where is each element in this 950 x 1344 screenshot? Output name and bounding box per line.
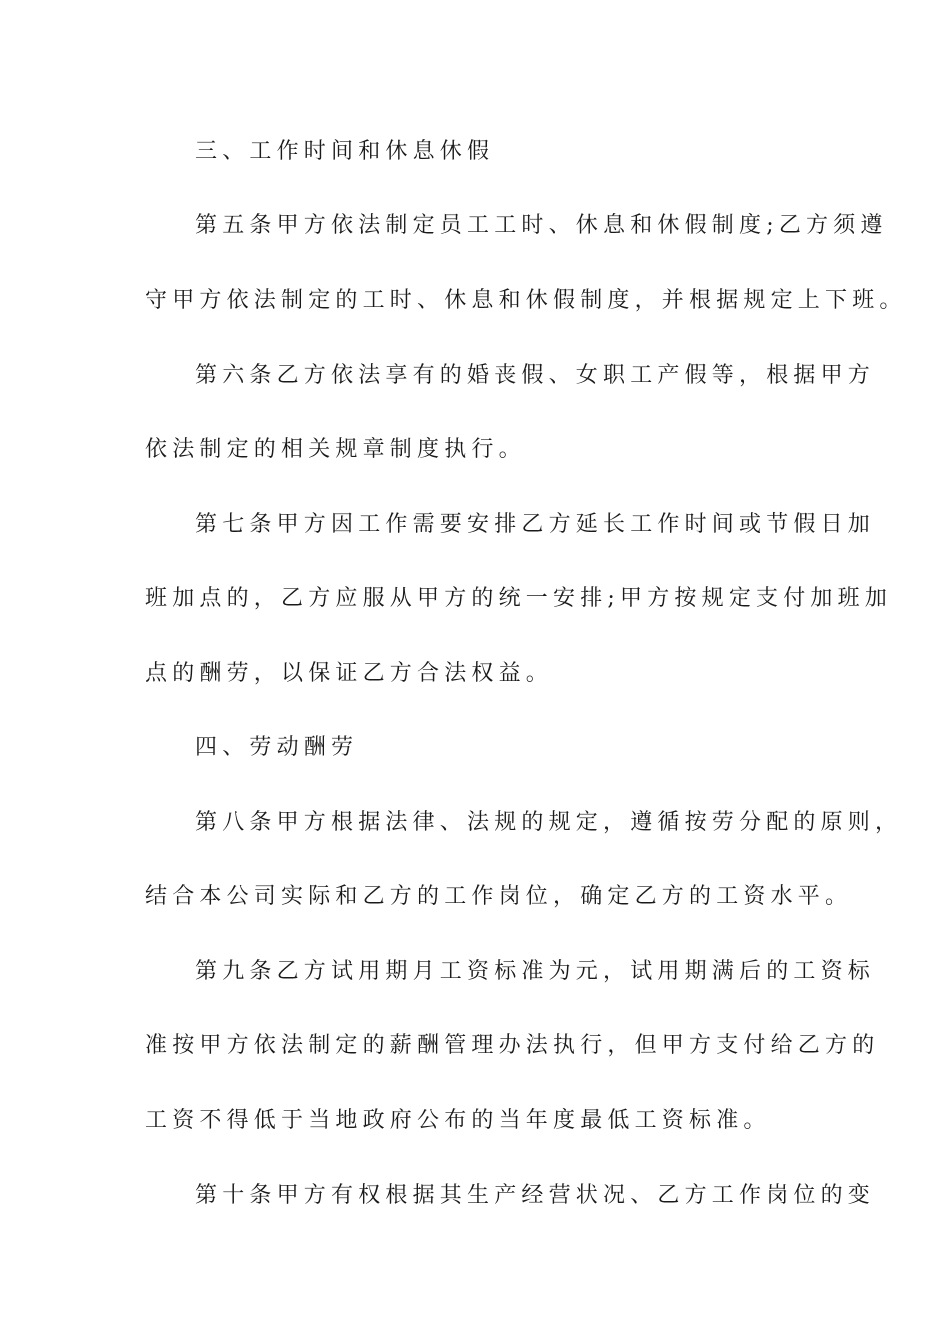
article-5-line-2: 守甲方依法制定的工时、休息和休假制度，并根据规定上下班。 bbox=[145, 288, 907, 313]
article-9-line-1: 第九条乙方试用期月工资标准为元，试用期满后的工资标 bbox=[195, 959, 876, 984]
section-heading-4: 四、劳动酬劳 bbox=[195, 735, 359, 760]
article-9-line-2: 准按甲方依法制定的薪酬管理办法执行，但甲方支付给乙方的 bbox=[145, 1033, 880, 1058]
article-7-line-1: 第七条甲方因工作需要安排乙方延长工作时间或节假日加 bbox=[195, 512, 876, 537]
article-9-line-3: 工资不得低于当地政府公布的当年度最低工资标准。 bbox=[145, 1108, 771, 1133]
article-8-line-2: 结合本公司实际和乙方的工作岗位，确定乙方的工资水平。 bbox=[145, 884, 853, 909]
section-heading-3: 三、工作时间和休息休假 bbox=[195, 139, 495, 164]
article-5-line-1: 第五条甲方依法制定员工工时、休息和休假制度;乙方须遵 bbox=[195, 213, 888, 238]
article-8-line-1: 第八条甲方根据法律、法规的规定，遵循按劳分配的原则， bbox=[195, 810, 903, 835]
article-6-line-1: 第六条乙方依法享有的婚丧假、女职工产假等，根据甲方 bbox=[195, 363, 876, 388]
article-7-line-2: 班加点的，乙方应服从甲方的统一安排;甲方按规定支付加班加 bbox=[145, 586, 893, 611]
article-6-line-2: 依法制定的相关规章制度执行。 bbox=[145, 437, 526, 462]
article-7-line-3: 点的酬劳，以保证乙方合法权益。 bbox=[145, 661, 554, 686]
article-10-line-1: 第十条甲方有权根据其生产经营状况、乙方工作岗位的变 bbox=[195, 1183, 876, 1208]
